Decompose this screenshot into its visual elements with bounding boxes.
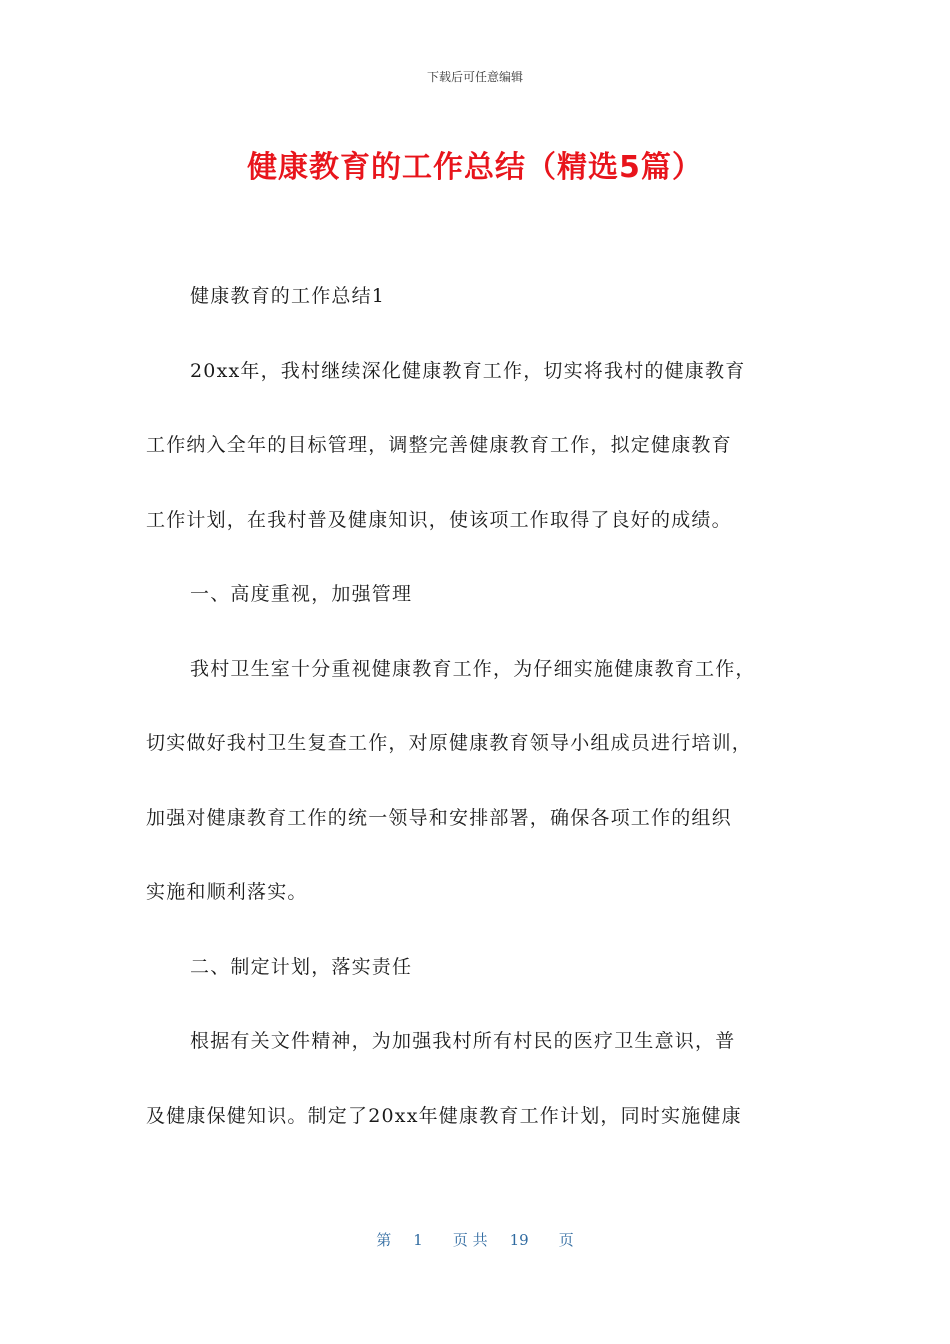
- footer-total-pages: 19: [509, 1231, 529, 1249]
- document-body: [146, 281, 806, 1175]
- paragraph-line: 切实做好我村卫生复查工作，对原健康教育领导小组成员进行培训，: [146, 732, 753, 754]
- section-heading: 一、高度重视，加强管理: [190, 583, 413, 605]
- paragraph-line: 20xx年，我村继续深化健康教育工作，切实将我村的健康教育: [190, 359, 746, 382]
- paragraph-line: 工作计划，在我村普及健康知识，使该项工作取得了良好的成绩。: [146, 508, 732, 531]
- footer-page-suffix: 页: [558, 1231, 574, 1249]
- paragraph-line: 我村卫生室十分重视健康教育工作，为仔细实施健康教育工作，: [190, 657, 756, 680]
- document-title: 健康教育的工作总结（精选5篇）: [247, 150, 703, 185]
- paragraph-line: 加强对健康教育工作的统一领导和安排部署，确保各项工作的组织: [146, 806, 732, 829]
- section-heading: 健康教育的工作总结1: [190, 285, 386, 307]
- paragraph-line: 根据有关文件精神，为加强我村所有村民的医疗卫生意识，普: [190, 1030, 736, 1052]
- section-heading: 二、制定计划，落实责任: [190, 955, 413, 978]
- footer-page-number: 1: [413, 1231, 423, 1249]
- paragraph-line: 实施和顺利落实。: [146, 881, 308, 903]
- footer-page-mid: 页 共: [452, 1231, 488, 1249]
- footer-page-prefix: 第: [376, 1231, 392, 1249]
- page-footer: [0, 1229, 950, 1250]
- header-note: 下载后可任意编辑: [426, 70, 523, 84]
- paragraph-line: 及健康保健知识。制定了20xx年健康教育工作计划，同时实施健康: [146, 1104, 742, 1127]
- paragraph-line: 工作纳入全年的目标管理，调整完善健康教育工作，拟定健康教育: [146, 434, 732, 456]
